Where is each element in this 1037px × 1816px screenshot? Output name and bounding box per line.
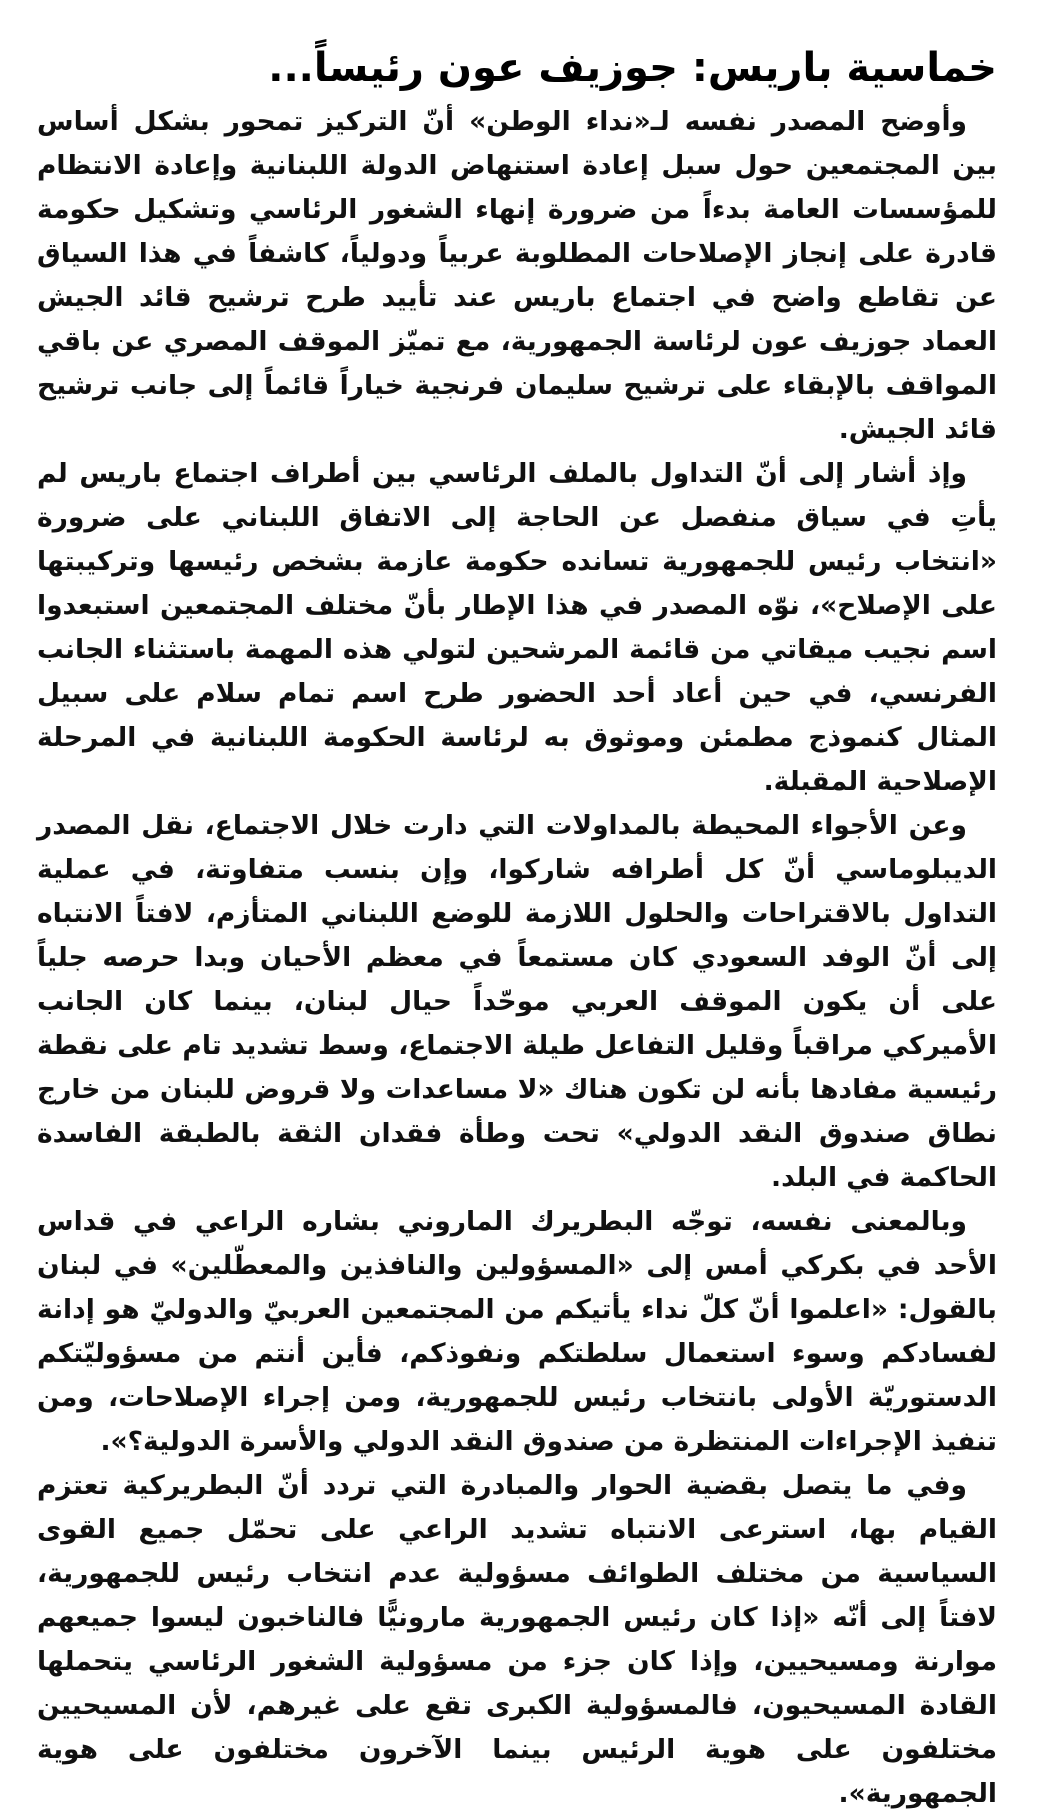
newspaper-article [37, 40, 997, 1816]
article-headline: خماسية باريس: جوزيف عون رئيساً... [268, 45, 997, 91]
article-paragraph: وأوضح المصدر نفسه لـ«نداء الوطن» أنّ التركيز تمحور بشكل أساس بين المجتمعين حول سبل إعادة استنهاض الدولة اللبنانية وإعادة الانتظام للمؤسسات العامة بدءاً من ضرورة إنهاء الشغور الرئاسي وتشكيل حكومة قادرة على إنجاز الإصلاحات المطلوبة عربياً ودولياً، كاشفاً في هذا السياق عن تقاطع واضح في اجتماع باريس عند تأييد طرح ترشيح قائد الجيش العماد جوزيف عون لرئاسة الجمهورية، مع تميّز الموقف المصري عن باقي المواقف بالإبقاء على ترشيح سليمان فرنجية خياراً قائماً إلى جانب ترشيح قائد الجيش. [37, 106, 997, 445]
article-paragraph: وعن الأجواء المحيطة بالمداولات التي دارت خلال الاجتماع، نقل المصدر الديبلوماسي أنّ كل أطرافه شاركوا، وإن بنسب متفاوتة، في عملية التداول بالاقتراحات والحلول اللازمة للوضع اللبناني المتأزم، لافتاً الانتباه إلى أنّ الوفد السعودي كان مستمعاً في معظم الأحيان وبدا حرصه جلياً على أن يكون الموقف العربي موحّداً حيال لبنان، بينما كان الجانب الأميركي مراقباً وقليل التفاعل طيلة الاجتماع، وسط تشديد تام على نقطة رئيسية مفادها بأنه لن تكون هناك «لا مساعدات ولا قروض للبنان من خارج نطاق صندوق النقد الدولي» تحت وطأة فقدان الثقة بالطبقة الفاسدة الحاكمة في البلد. [37, 810, 997, 1193]
article-paragraph: وفي ما يتصل بقضية الحوار والمبادرة التي تردد أنّ البطريركية تعتزم القيام بها، استرعى الانتباه تشديد الراعي على تحمّل جميع القوى السياسية من مختلف الطوائف مسؤولية عدم انتخاب رئيس للجمهورية، لافتاً إلى أنّه «إذا كان رئيس الجمهورية مارونيًّا فالناخبون ليسوا جميعهم موارنة ومسيحيين، وإذا كان جزء من مسؤولية الشغور الرئاسي يتحملها القادة المسيحيون، فالمسؤولية الكبرى تقع على غيرهم، لأن المسيحيين مختلفون على هوية الرئيس بينما الآخرون مختلفون على هوية الجمهورية». [37, 1470, 997, 1809]
article-paragraph: وإذ أشار إلى أنّ التداول بالملف الرئاسي بين أطراف اجتماع باريس لم يأتِ في سياق منفصل عن الحاجة إلى الاتفاق اللبناني على ضرورة «انتخاب رئيس للجمهورية تسانده حكومة عازمة بشخص رئيسها وتركيبتها على الإصلاح»، نوّه المصدر في هذا الإطار بأنّ مختلف المجتمعين استبعدوا اسم نجيب ميقاتي من قائمة المرشحين لتولي هذه المهمة باستثناء الجانب الفرنسي، في حين أعاد أحد الحضور طرح اسم تمام سلام على سبيل المثال كنموذج مطمئن وموثوق به لرئاسة الحكومة اللبنانية في المرحلة الإصلاحية المقبلة. [37, 458, 997, 797]
article-paragraph: وبالمعنى نفسه، توجّه البطريرك الماروني بشاره الراعي في قداس الأحد في بكركي أمس إلى «المسؤولين والنافذين والمعطّلين» في لبنان بالقول: «اعلموا أنّ كلّ نداء يأتيكم من المجتمعين العربيّ والدوليّ هو إدانة لفسادكم وسوء استعمال سلطتكم ونفوذكم، فأين أنتم من مسؤوليّتكم الدستوريّة الأولى بانتخاب رئيس للجمهورية، ومن إجراء الإصلاحات، ومن تنفيذ الإجراءات المنتظرة من صندوق النقد الدولي والأسرة الدولية؟». [37, 1206, 997, 1457]
